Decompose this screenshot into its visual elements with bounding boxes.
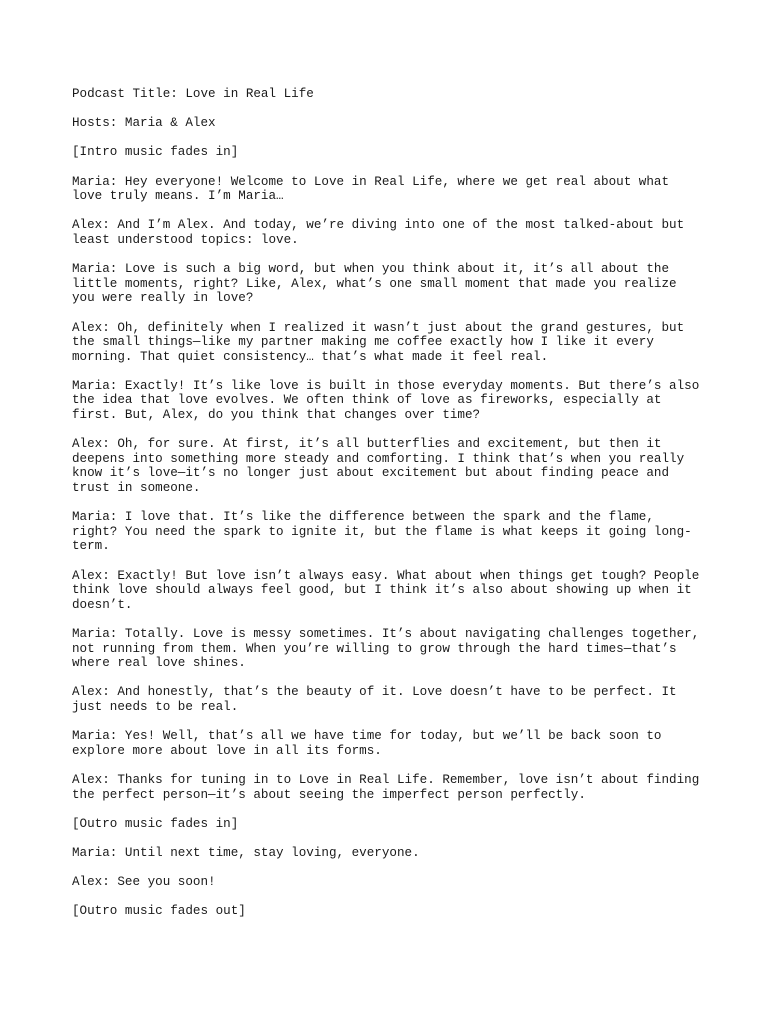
dialogue-paragraph: Maria: Until next time, stay loving, everyone. [72, 845, 420, 860]
dialogue-paragraph: Maria: Totally. Love is messy sometimes. It’s about navigating challenges together, not running from them. When you’re willing to grow through the hard times—that’s where real love shines. [72, 626, 700, 671]
hosts-line: Hosts: Maria & Alex [72, 116, 216, 131]
stage-direction-outro-in: [Outro music fades in] [72, 816, 239, 831]
dialogue-paragraph: Alex: See you soon! [72, 875, 216, 890]
dialogue-paragraph: Alex: And I’m Alex. And today, we’re diving into one of the most talked-about but least understood topics: love. [72, 218, 685, 247]
transcript-page [72, 87, 702, 933]
dialogue-paragraph: Alex: Oh, for sure. At first, it’s all butterflies and excitement, but then it deepens into something more steady and comforting. I think that’s when you really know it’s love—it’s no longer just about excitement but about finding peace and trust in someone. [72, 437, 685, 496]
dialogue-paragraph: Maria: I love that. It’s like the difference between the spark and the flame, right? You need the spark to ignite it, but the flame is what keeps it going long- term. [72, 510, 692, 554]
dialogue-paragraph: Alex: Thanks for tuning in to Love in Real Life. Remember, love isn’t about finding the perfect person—it’s about seeing the imperfect person perfectly. [72, 772, 700, 802]
dialogue-paragraph: Maria: Love is such a big word, but when you think about it, it’s all about the little moments, right? Like, Alex, what’s one small moment that made you realize you were really in love? [72, 262, 677, 306]
stage-direction-outro-out: [Outro music fades out] [72, 904, 246, 919]
podcast-title: Podcast Title: Love in Real Life [72, 87, 314, 101]
dialogue-paragraph: Maria: Yes! Well, that’s all we have time for today, but we’ll be back soon to explore more about love in all its forms. [72, 729, 662, 758]
stage-direction-intro: [Intro music fades in] [72, 145, 239, 160]
dialogue-paragraph: Alex: Oh, definitely when I realized it wasn’t just about the grand gestures, but the small things—like my partner making me coffee exactly how I like it every morning. That quiet consistency… that’s what made it feel real. [72, 320, 685, 364]
dialogue-paragraph: Maria: Hey everyone! Welcome to Love in Real Life, where we get real about what love truly means. I’m Maria… [72, 174, 670, 204]
dialogue-paragraph: Alex: And honestly, that’s the beauty of it. Love doesn’t have to be perfect. It just needs to be real. [72, 685, 677, 714]
dialogue-paragraph: Maria: Exactly! It’s like love is built in those everyday moments. But there’s also the idea that love evolves. We often think of love as fireworks, especially at first. But, Alex, do you think that changes over time? [72, 378, 700, 423]
dialogue-paragraph: Alex: Exactly! But love isn’t always easy. What about when things get tough? People think love should always feel good, but I think it’s also about showing up when it doesn’t. [72, 568, 700, 612]
